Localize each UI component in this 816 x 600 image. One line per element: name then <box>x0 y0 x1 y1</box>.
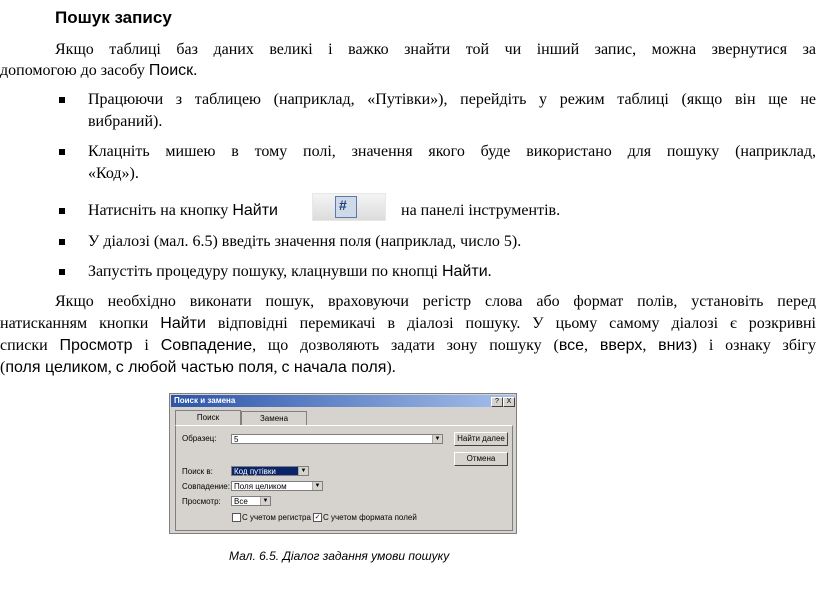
text-span: . <box>193 62 198 79</box>
bullet-3-line-end: на панелі інструментів. <box>401 202 561 219</box>
text-span: натисканням кнопки <box>0 315 161 332</box>
bullet-4-line: У діалозі (мал. 6.5) введіть значення поля (наприклад, число 5). <box>88 233 522 250</box>
dialog-title-bar <box>171 395 515 407</box>
text-span: допомогою до засобу <box>0 62 149 79</box>
tab-poisk[interactable]: Поиск <box>175 410 241 426</box>
term-naity: Найти <box>441 263 488 280</box>
bullet-2-line-1: Клацніть мишею в тому полі, значення якого буде використано для пошуку (наприклад, <box>88 143 816 160</box>
text-span: , <box>273 359 282 376</box>
term-poisk: Поиск <box>148 62 194 79</box>
term-polya-celikom: поля целиком <box>5 359 108 376</box>
match-select[interactable] <box>231 481 323 491</box>
text-span: відповідні перемикачі в діалозі пошуку. У цьому самому діалозі є розкривні <box>205 315 816 332</box>
chevron-down-icon[interactable]: ▼ <box>298 467 308 475</box>
close-button[interactable]: X <box>503 397 515 407</box>
text-span: , <box>642 337 659 354</box>
paragraph-1-line-2 <box>0 61 197 81</box>
bullet-marker <box>59 97 65 103</box>
help-button[interactable]: ? <box>491 397 503 407</box>
paragraph-1-line-1: Якщо таблиці баз даних великі і важко знайти той чи інший запис, можна звернутися за <box>55 41 816 58</box>
text-span: списки <box>0 337 60 354</box>
term-naity: Найти <box>160 315 206 332</box>
text-span: , що дозволяють задати зону пошуку ( <box>252 337 559 354</box>
term-vverh: вверх <box>599 337 643 354</box>
section-heading: Пошук запису <box>55 8 172 27</box>
term-s-nachala: с начала поля <box>281 359 387 376</box>
case-label: С учетом регистра <box>242 513 311 522</box>
sample-label: Образец: <box>182 434 217 443</box>
term-sovpadenie: Совпадение <box>160 337 253 354</box>
search-in-label: Поиск в: <box>182 467 213 476</box>
view-value: Все <box>234 497 248 506</box>
format-checkbox[interactable]: ✓ <box>314 514 321 521</box>
view-select[interactable] <box>231 496 271 506</box>
figure-caption: Мал. 6.5. Діалог задання умови пошуку <box>229 549 450 563</box>
paragraph-2-line-2 <box>0 314 816 334</box>
text-span: Запустіть процедуру пошуку, клацнувши по кнопці <box>88 263 442 280</box>
bullet-marker <box>59 208 65 214</box>
text-span: , <box>107 359 116 376</box>
find-toolbar-button-image <box>312 193 386 221</box>
text-span: ( <box>0 359 6 376</box>
text-span: . <box>487 263 492 280</box>
term-vse: все <box>558 337 585 354</box>
bullet-3-line <box>88 201 278 221</box>
text-span: і <box>132 337 161 354</box>
case-checkbox[interactable] <box>232 513 241 522</box>
format-label: С учетом формата полей <box>323 513 417 522</box>
term-naity: Найти <box>232 202 278 219</box>
text-span: ) і ознаку збігу <box>691 337 816 354</box>
search-in-value: Код путівки <box>234 467 276 476</box>
chevron-down-icon[interactable]: ▼ <box>312 482 322 490</box>
match-value: Поля целиком <box>234 482 287 491</box>
match-label: Совпадение: <box>182 482 230 491</box>
text-span: Натисніть на кнопку <box>88 202 233 219</box>
chevron-down-icon[interactable]: ▼ <box>260 497 270 505</box>
bullet-marker <box>59 269 65 275</box>
view-label: Просмотр: <box>182 497 221 506</box>
bullet-2-line-2: «Код»). <box>88 165 139 182</box>
bullet-marker <box>59 239 65 245</box>
cancel-button[interactable]: Отмена <box>454 452 508 466</box>
term-prosmotr: Просмотр <box>59 337 133 354</box>
sample-value: 5 <box>234 435 239 444</box>
sample-input[interactable] <box>231 434 443 444</box>
text-span: , <box>584 337 600 354</box>
dialog-title: Поиск и замена <box>174 396 236 405</box>
search-in-select[interactable] <box>231 466 309 476</box>
find-next-button[interactable]: Найти далее <box>454 432 508 446</box>
dialog-panel <box>175 425 513 531</box>
paragraph-2-line-4 <box>0 358 396 378</box>
find-replace-dialog <box>169 393 517 534</box>
bullet-1-line-2: вибраний). <box>88 113 163 130</box>
bullet-marker <box>59 149 65 155</box>
term-s-lyuboy-chastyu: с любой частью поля <box>115 359 274 376</box>
tab-zamena[interactable]: Замена <box>241 411 307 426</box>
term-vniz: вниз <box>658 337 692 354</box>
paragraph-2-line-3 <box>0 336 816 356</box>
bullet-1-line-1: Працюючи з таблицею (наприклад, «Путівки»), перейдіть у режим таблиці (якщо він ще не <box>88 91 816 108</box>
paragraph-2-line-1: Якщо необхідно виконати пошук, враховуючи регістр слова або формат полів, установіть перед <box>55 293 816 310</box>
find-binoculars-icon: # <box>335 196 357 218</box>
bullet-5-line <box>88 262 492 282</box>
chevron-down-icon[interactable]: ▼ <box>432 435 442 443</box>
text-span: ). <box>386 359 396 376</box>
